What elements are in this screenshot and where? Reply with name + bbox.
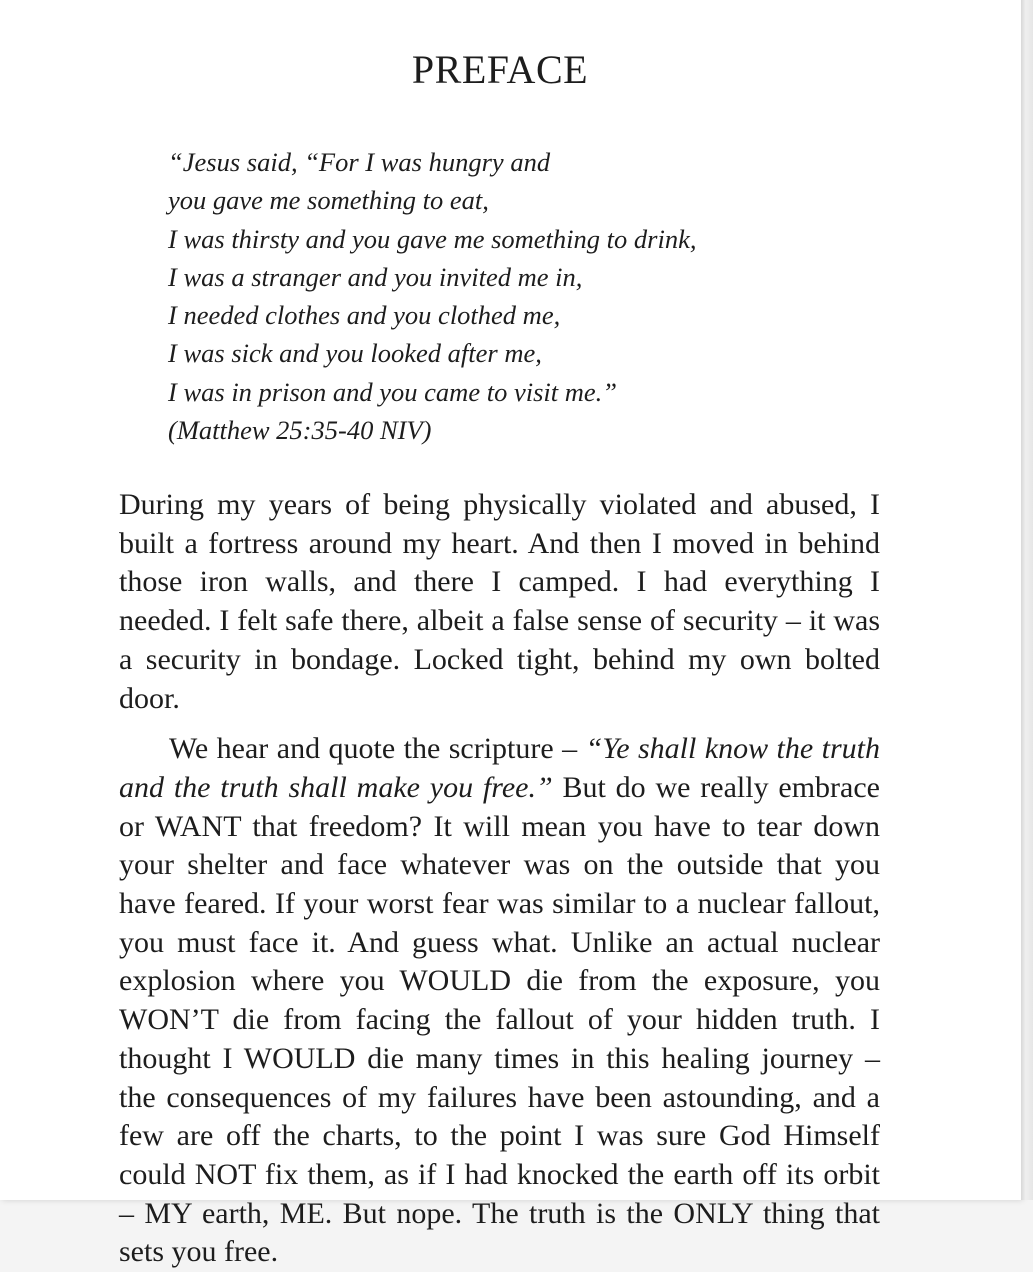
epigraph-line: you gave me something to eat, [168, 185, 489, 216]
paragraph-1: During my years of being physically violated and abused, I built a fortress around my heart. And then I moved in behind those iron walls, and there I camped. I had everything I needed. I felt safe there, albeit a false sense of security – it was a security in bondage. Locked tight, behind my own bolted door. [119, 488, 880, 715]
epigraph-line: I was in prison and you came to visit me.” [168, 376, 617, 407]
body-text [119, 486, 880, 1272]
chapter-title: PREFACE [411, 47, 589, 92]
paragraph-2 [119, 730, 880, 1272]
scripture-quote: “Ye shall know the truth and the truth shall make you free.” [119, 732, 880, 804]
epigraph-citation: (Matthew 25:35-40 NIV) [168, 415, 432, 446]
epigraph-line: I was thirsty and you gave me something to drink, [168, 223, 697, 254]
page-edge [1021, 0, 1033, 1200]
paragraph-2-rest: But do we really embrace or WANT that freedom? It will mean you have to tear down your shelter and face whatever was on the outside that you have feared. If your worst fear was similar to a nuclear fallout, you must face it. And guess what. Unlike an actual nuclear explosion where you WOULD die from the exposure, you WON’T die from facing the fallout of your hidden truth. I thought I WOULD die many times in this healing journey – the consequences of my failures have been astounding, and a few are off the charts, to the point I was sure God Himself could NOT fix them, as if I had knocked the earth off its orbit – MY earth, ME. But nope. The truth is the ONLY thing that sets you free. [119, 770, 880, 1269]
epigraph-line: I needed clothes and you clothed me, [168, 300, 561, 331]
epigraph [168, 143, 696, 449]
epigraph-line: I was sick and you looked after me, [168, 338, 542, 369]
paragraph-2-intro: We hear and quote the scripture – [169, 732, 586, 766]
epigraph-line: I was a stranger and you invited me in, [168, 261, 583, 292]
epigraph-line: “Jesus said, “For I was hungry and [168, 147, 551, 177]
